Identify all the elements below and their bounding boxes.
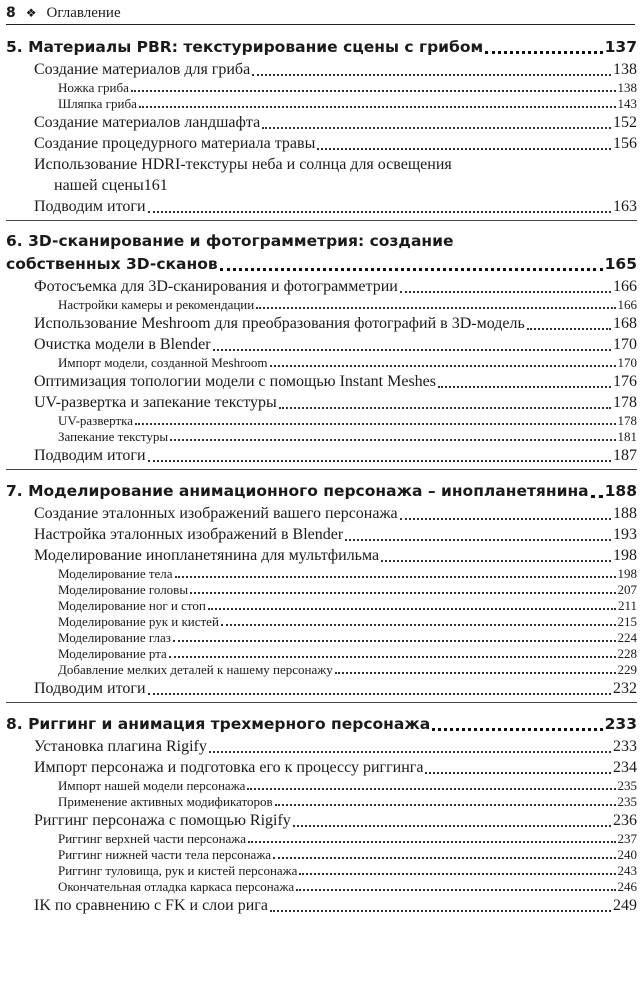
entry-page: 166 — [613, 278, 637, 295]
toc-subsection[interactable] — [6, 646, 637, 662]
toc-section[interactable] — [6, 59, 637, 80]
dot-leader — [247, 788, 615, 790]
dot-leader — [591, 495, 603, 498]
toc-subsection[interactable] — [6, 413, 637, 429]
entry-title: Использование Meshroom для преобразования фотографий в 3D-модель — [34, 315, 525, 332]
entry-page: 234 — [613, 759, 637, 776]
dot-leader — [209, 751, 611, 753]
toc-subsection[interactable] — [6, 778, 637, 794]
diamond-bullet-icon: ❖ — [25, 6, 37, 20]
entry-title: Моделирование головы — [58, 582, 189, 597]
toc-subsection[interactable] — [6, 879, 637, 895]
toc-section[interactable] — [6, 678, 637, 699]
entry-title: Оптимизация топологии модели с помощью Instant Meshes — [34, 373, 437, 390]
entry-title: Создание эталонных изображений вашего персонажа — [34, 505, 398, 522]
entry-title: Создание процедурного материала травы — [34, 135, 316, 152]
entry-page: 198 — [617, 566, 637, 581]
entry-page: 207 — [617, 582, 637, 597]
toc-section[interactable] — [6, 133, 637, 154]
dot-leader — [173, 640, 616, 642]
entry-title: 8. Риггинг и анимация трехмерного персонажа — [6, 715, 431, 733]
dot-leader — [170, 439, 615, 441]
entry-page: 249 — [613, 897, 637, 914]
entry-page: 176 — [613, 373, 637, 390]
entry-title: Импорт модели, созданной Meshroom — [58, 355, 268, 370]
table-of-contents — [6, 34, 637, 916]
toc-section[interactable] — [6, 810, 637, 831]
toc-section[interactable] — [6, 276, 637, 297]
entry-page: 240 — [617, 847, 637, 862]
toc-section[interactable] — [6, 895, 637, 916]
dot-leader — [148, 211, 611, 213]
dot-leader — [381, 560, 611, 562]
entry-title: Применение активных модификаторов — [58, 794, 273, 809]
dot-leader — [335, 672, 616, 674]
toc-subsection[interactable] — [6, 794, 637, 810]
toc-section[interactable] — [6, 524, 637, 545]
entry-page: 152 — [613, 114, 637, 131]
dot-leader — [317, 148, 611, 150]
toc-section[interactable] — [6, 313, 637, 334]
running-title: Оглавление — [46, 4, 121, 21]
entry-title: Моделирование глаз — [58, 630, 171, 645]
entry-page: 165 — [604, 255, 637, 273]
entry-page: 235 — [617, 794, 637, 809]
entry-page: 143 — [617, 96, 637, 111]
dot-leader — [131, 90, 616, 92]
entry-title: Подводим итоги — [34, 198, 146, 215]
entry-page: 228 — [617, 646, 637, 661]
dot-leader — [527, 328, 611, 330]
toc-subsection[interactable] — [6, 831, 637, 847]
entry-title: Окончательная отладка каркаса персонажа — [58, 879, 295, 894]
entry-title: UV-развертка и запекание текстуры — [34, 394, 277, 411]
entry-title: UV-развертка — [58, 413, 134, 428]
dot-leader — [256, 307, 615, 309]
dot-leader — [400, 518, 611, 520]
entry-title: 5. Материалы PBR: текстурирование сцены с грибом — [6, 38, 484, 56]
entry-page: 237 — [617, 831, 637, 846]
toc-section[interactable] — [6, 503, 637, 524]
entry-page: 178 — [613, 394, 637, 411]
toc-section[interactable] — [6, 545, 637, 566]
entry-page: 232 — [613, 680, 637, 697]
dot-leader — [299, 873, 615, 875]
dot-leader — [432, 728, 602, 731]
entry-title: Очистка модели в Blender — [34, 336, 211, 353]
entry-page: 233 — [604, 715, 637, 733]
toc-section[interactable] — [6, 112, 637, 133]
dot-leader — [148, 693, 611, 695]
entry-page: 235 — [617, 778, 637, 793]
entry-page: 193 — [613, 526, 637, 543]
dot-leader — [273, 857, 615, 859]
entry-title: Риггинг нижней части тела персонажа — [58, 847, 272, 862]
entry-title: Подводим итоги — [34, 680, 146, 697]
dot-leader — [175, 576, 616, 578]
dot-leader — [270, 910, 611, 912]
toc-chapter[interactable] — [6, 229, 637, 276]
entry-page: 168 — [613, 315, 637, 332]
entry-title: 7. Моделирование анимационного персонажа – инопланетянина — [6, 482, 589, 500]
entry-title: Моделирование тела — [58, 566, 173, 581]
toc-section[interactable] — [6, 334, 637, 355]
toc-subsection[interactable] — [6, 863, 637, 879]
entry-title: Создание материалов для гриба — [34, 61, 251, 78]
toc-subsection[interactable] — [6, 614, 637, 630]
entry-page: 246 — [617, 879, 637, 894]
toc-subsection[interactable] — [6, 96, 637, 112]
dot-leader — [279, 407, 611, 409]
entry-page: 224 — [617, 630, 637, 645]
entry-page: 178 — [617, 413, 637, 428]
toc-section[interactable] — [6, 392, 637, 413]
toc-subsection[interactable] — [6, 429, 637, 445]
toc-section[interactable] — [6, 154, 637, 196]
toc-subsection[interactable] — [6, 297, 637, 313]
entry-title: Настройки камеры и рекомендации — [58, 297, 255, 312]
entry-page: 166 — [617, 297, 637, 312]
entry-page: 170 — [613, 336, 637, 353]
dot-leader — [221, 624, 616, 626]
toc-section[interactable] — [6, 736, 637, 757]
entry-page: 137 — [604, 38, 637, 56]
entry-title: Запекание текстуры — [58, 429, 169, 444]
dot-leader — [248, 841, 615, 843]
entry-page: 243 — [617, 863, 637, 878]
entry-title: нашей сцены — [54, 177, 144, 194]
dot-leader — [270, 365, 616, 367]
entry-title: Риггинг персонажа с помощью Rigify — [34, 812, 291, 829]
entry-title: Моделирование ног и стоп — [58, 598, 206, 613]
dot-leader — [213, 349, 611, 351]
dot-leader — [262, 127, 611, 129]
entry-page: 138 — [617, 80, 637, 95]
toc-subsection[interactable] — [6, 355, 637, 371]
entry-title: Шляпка гриба — [58, 96, 137, 111]
dot-leader — [148, 460, 611, 462]
toc-subsection[interactable] — [6, 582, 637, 598]
entry-title: собственных 3D-сканов — [6, 255, 218, 273]
entry-title: Моделирование рук и кистей — [58, 614, 219, 629]
entry-page: 188 — [604, 482, 637, 500]
entry-title: Добавление мелких деталей к нашему персонажу — [58, 662, 333, 677]
dot-leader — [293, 825, 611, 827]
toc-section[interactable] — [6, 445, 637, 466]
toc-section[interactable] — [6, 371, 637, 392]
entry-page: 181 — [617, 429, 637, 444]
dot-leader — [485, 51, 602, 54]
entry-title: Моделирование инопланетянина для мультфильма — [34, 547, 380, 564]
dot-leader — [169, 656, 616, 658]
entry-title: 6. 3D-сканирование и фотограмметрия: создание — [6, 232, 454, 250]
entry-page: 187 — [613, 447, 637, 464]
toc-subsection[interactable] — [6, 566, 637, 582]
page-number: 8 — [6, 5, 16, 21]
entry-title: Подводим итоги — [34, 447, 146, 464]
chapter-divider — [6, 220, 637, 221]
entry-page: 170 — [617, 355, 637, 370]
entry-page: 229 — [617, 662, 637, 677]
entry-page: 198 — [613, 547, 637, 564]
entry-title: Импорт нашей модели персонажа — [58, 778, 246, 793]
dot-leader — [400, 291, 611, 293]
dot-leader — [345, 539, 611, 541]
entry-page: 163 — [613, 198, 637, 215]
dot-leader — [135, 423, 615, 425]
toc-subsection[interactable] — [6, 662, 637, 678]
entry-title: Использование HDRI-текстуры неба и солнца для освещения — [34, 156, 452, 173]
toc-chapter[interactable] — [6, 478, 637, 503]
toc-subsection[interactable] — [6, 598, 637, 614]
entry-title: Фотосъемка для 3D-сканирования и фотограмметрии — [34, 278, 398, 295]
entry-title: Импорт персонажа и подготовка его к процессу риггинга — [34, 759, 424, 776]
dot-leader — [438, 386, 611, 388]
toc-chapter[interactable] — [6, 711, 637, 736]
chapter-divider — [6, 469, 637, 470]
toc-section[interactable] — [6, 757, 637, 778]
toc-subsection[interactable] — [6, 80, 637, 96]
entry-page: 138 — [613, 61, 637, 78]
entry-title: Ножка гриба — [58, 80, 129, 95]
dot-leader — [220, 268, 603, 271]
dot-leader — [425, 772, 611, 774]
toc-chapter[interactable] — [6, 34, 637, 59]
entry-page: 211 — [617, 598, 637, 613]
entry-page: 233 — [613, 738, 637, 755]
page-header — [6, 2, 635, 25]
toc-section[interactable] — [6, 196, 637, 217]
dot-leader — [296, 889, 615, 891]
dot-leader — [275, 804, 616, 806]
entry-page: 161 — [143, 177, 168, 194]
dot-leader — [252, 74, 611, 76]
entry-title: Установка плагина Rigify — [34, 738, 207, 755]
entry-title: Моделирование рта — [58, 646, 167, 661]
entry-page: 215 — [617, 614, 637, 629]
chapter-divider — [6, 702, 637, 703]
toc-subsection[interactable] — [6, 630, 637, 646]
toc-subsection[interactable] — [6, 847, 637, 863]
entry-title: IK по сравнению с FK и слои рига — [34, 897, 268, 914]
entry-title: Создание материалов ландшафта — [34, 114, 261, 131]
dot-leader — [139, 106, 616, 108]
dot-leader — [190, 592, 615, 594]
entry-page: 236 — [613, 812, 637, 829]
entry-title: Настройка эталонных изображений в Blender — [34, 526, 344, 543]
entry-title: Риггинг туловища, рук и кистей персонажа — [58, 863, 298, 878]
dot-leader — [208, 608, 616, 610]
entry-page: 188 — [613, 505, 637, 522]
entry-page: 156 — [613, 135, 637, 152]
entry-title: Риггинг верхней части персонажа — [58, 831, 247, 846]
